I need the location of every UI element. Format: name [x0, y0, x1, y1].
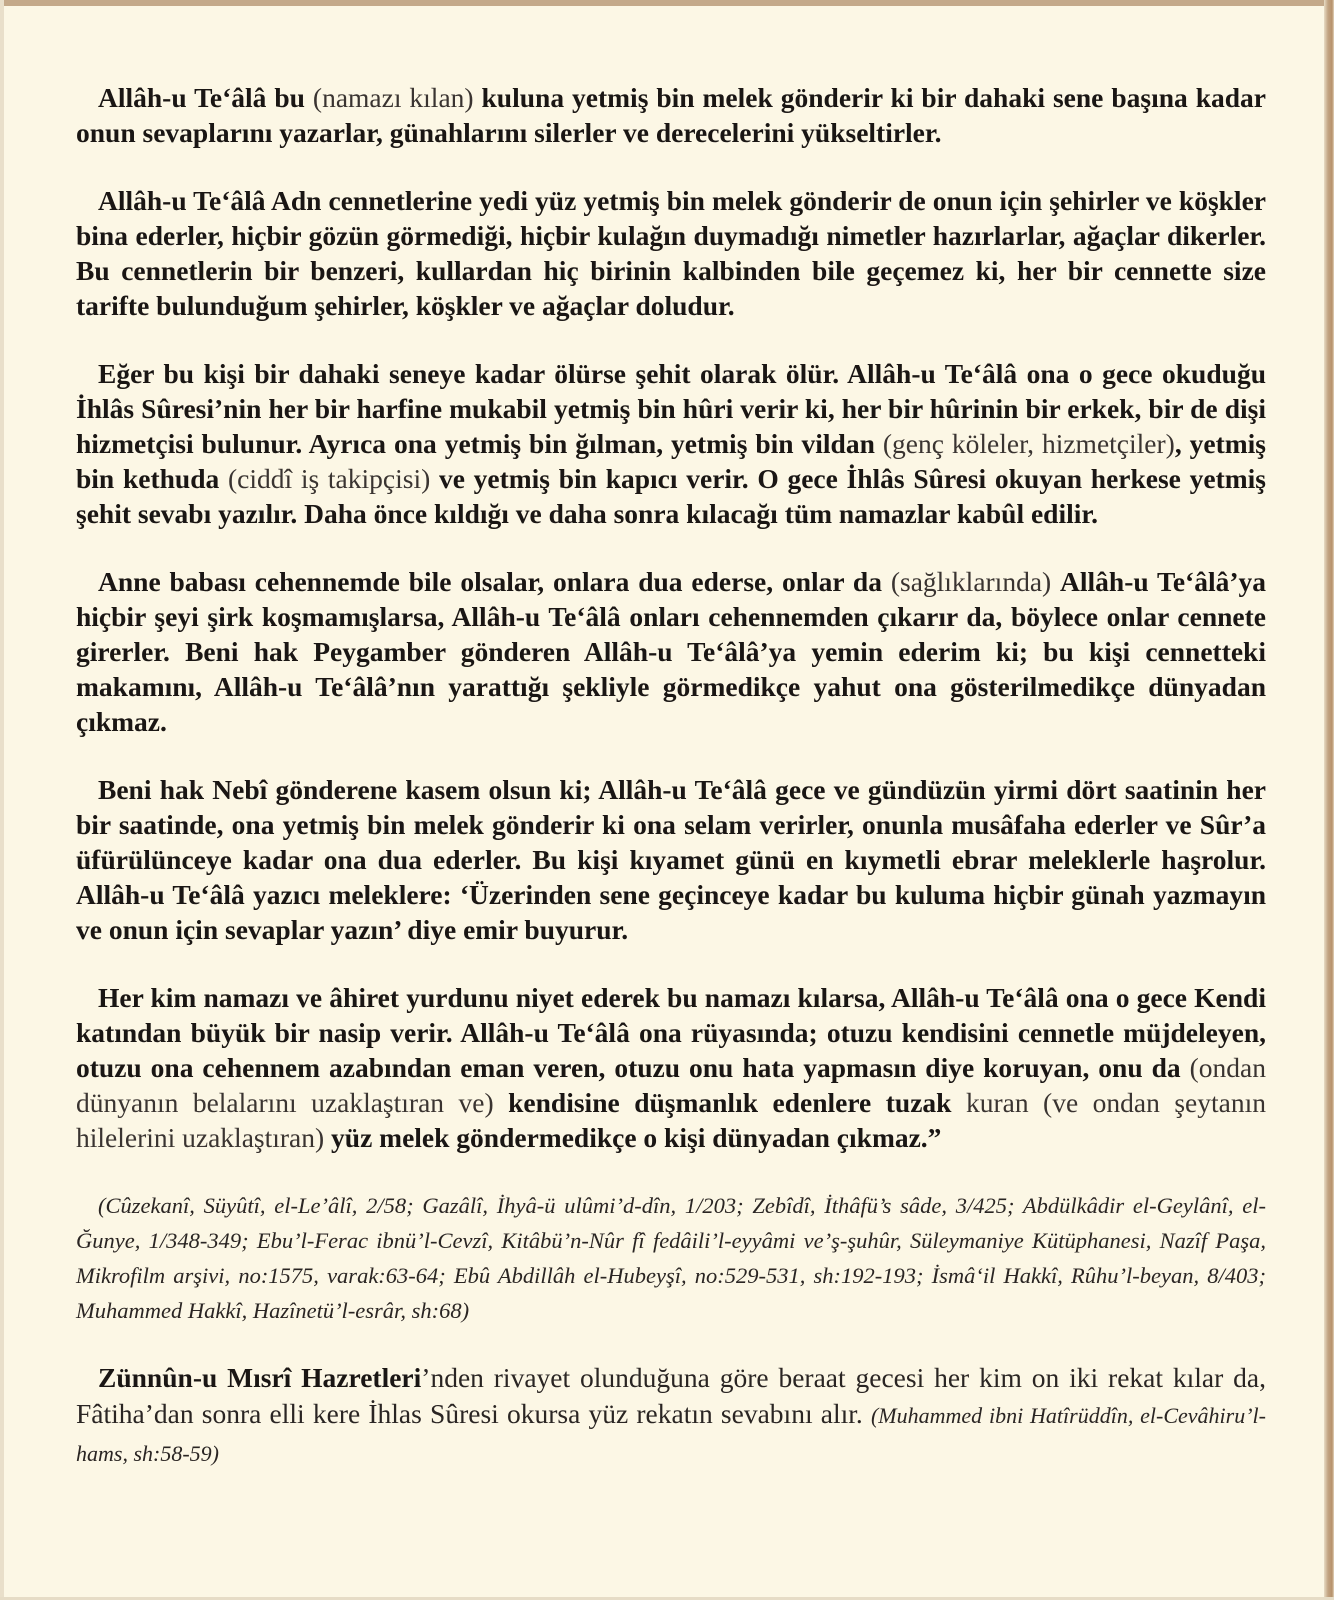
paragraph-6: [76, 980, 1266, 1155]
paragraph-2: [76, 183, 1266, 323]
text-bold: Allâh-u Te‘âlâ bu: [98, 82, 313, 113]
text-bold: Her kim namazı ve âhiret yurdunu niyet ederek bu namazı kılarsa, Allâh-u Te‘âlâ ona o gece Kendi katından büyük bir nasip verir. Allâh-u Te‘âlâ ona rüyasında; otuzu kendisini cennetle müjdeleyen, otuzu ona cehennem azabından eman veren, otuzu onu hata yapmasın diye koruyan, onu da: [76, 982, 1266, 1083]
text-normal: kuran (ve ondan şeytanın hilelerini uzaklaştıran): [76, 1087, 1267, 1153]
text-normal: (genç köleler, hizmetçiler): [882, 428, 1175, 459]
text-normal: (namazı kılan): [312, 82, 482, 113]
text-bold: Anne babası cehennemde bile olsalar, onlara dua ederse, onlar da: [98, 566, 891, 597]
paragraph-5: [76, 772, 1266, 947]
text-bold: kendisine düşmanlık edenlere tuzak: [508, 1087, 966, 1118]
text-bold: kuluna yetmiş bin melek gönderir ki bir dahaki sene başına kadar onun sevaplarını yazarlar, günahlarını silerler ve derecelerini yükseltirler.: [76, 82, 1267, 148]
final-reference: (Muhammed ibni Hatîrüddîn, el-Cevâhiru’l-hams, sh:58-59): [76, 1403, 1266, 1466]
text-bold: Eğer bu kişi bir dahaki seneye kadar ölürse şehit olarak ölür. Allâh-u Te‘âlâ ona o gece okuduğu İhlâs Sûresi’nin her bir harfine mukabil yetmiş bin hûri verir ki, her bir hûrinin bir erkek, bir de dişi hizmetçisi bulunur. Ayrıca ona yetmiş bin ğılman, yetmiş bin vildan: [76, 358, 1266, 459]
text-normal: (ciddî iş takipçisi): [227, 463, 439, 494]
paragraph-4: [76, 564, 1266, 739]
text-normal: (ondan dünyanın belalarını uzaklaştıran ve): [76, 1052, 1266, 1118]
text-bold: yüz melek göndermedikçe o kişi dünyadan çıkmaz.”: [331, 1122, 942, 1153]
paragraph-1: [76, 80, 1266, 150]
text-bold: Allâh-u Te‘âlâ’ya hiçbir şeyi şirk koşmamışlarsa, Allâh-u Te‘âlâ onları cehennemden çıkarır da, böylece onlar cennete girerler. Beni hak Peygamber gönderen Allâh-u Te‘âlâ’ya yemin ederim ki; bu kişi cennetteki makamını, Allâh-u Te‘âlâ’nın yarattığı şekliyle görmedikçe yahut ona gösterilmedikçe dünyadan çıkmaz.: [76, 566, 1266, 737]
narrator-name: Zünnûn-u Mısrî Hazretleri: [98, 1362, 422, 1393]
text-bold: ve yetmiş bin kapıcı verir. O gece İhlâs Sûresi okuyan herkese yetmiş şehit sevabı yazılır. Daha önce kıldığı ve daha sonra kılacağı tüm namazlar kabûl edilir.: [76, 463, 1266, 529]
final-paragraph: [76, 1360, 1266, 1472]
paragraph-3: [76, 356, 1266, 531]
source-citations: (Cûzekanî, Süyûtî, el-Le’âlî, 2/58; Gazâlî, İhyâ-ü ulûmi’d-dîn, 1/203; Zebîdî, İthâfü’s sâde, 3/425; Abdülkâdir el-Geylânî, el-Ğunye, 1/348-349; Ebu’l-Ferac ibnü’l-Cevzî, Kitâbü’n-Nûr fî fedâili’l-eyyâmi ve’ş-şuhûr, Süleymaniye Kütüphanesi, Nazîf Paşa, Mikrofilm arşivi, no:1575, varak:63-64; Ebû Abdillâh el-Hubeyşî, no:529-531, sh:192-193; İsmâ‘il Hakkî, Rûhu’l-beyan, 8/403; Muhammed Hakkî, Hazînetü’l-esrâr, sh:68): [76, 1193, 1266, 1323]
page-edge-right: [1324, 0, 1334, 1600]
page-edge-left: [0, 0, 4, 1600]
page-content: [76, 80, 1266, 1472]
text-bold: , yetmiş bin kethuda: [76, 428, 1267, 494]
text-normal: (sağlıklarında): [890, 566, 1061, 597]
text-bold: Allâh-u Te‘âlâ Adn cennetlerine yedi yüz yetmiş bin melek gönderir de onun için şehirler ve köşkler bina ederler, hiçbir gözün görmediği, hiçbir kulağın duymadığı nimetler hazırlarlar, ağaçlar dikerler. Bu cennetlerin bir benzeri, kullardan hiç birinin kalbinden bile geçemez ki, her bir cennette size tarifte bulunduğum şehirler, köşkler ve ağaçlar doludur.: [76, 185, 1266, 321]
page-edge-top: [0, 0, 1334, 6]
final-text: ’nden rivayet olunduğuna göre beraat gecesi her kim on iki rekat kılar da, Fâtiha’dan sonra elli kere İhlas Sûresi okursa yüz rekatın sevabını alır.: [76, 1362, 1266, 1429]
text-bold: Beni hak Nebî gönderene kasem olsun ki; Allâh-u Te‘âlâ gece ve gündüzün yirmi dört saatinin her bir saatinde, ona yetmiş bin melek gönderir ki ona selam verirler, onunla musâfaha ederler ve Sûr’a üfürülünceye kadar ona dua ederler. Bu kişi kıyamet günü en kıymetli ebrar meleklerle haşrolur. Allâh-u Te‘âlâ yazıcı meleklere: ‘Üzerinden sene geçinceye kadar bu kuluma hiçbir günah yazmayın ve onun için sevaplar yazın’ diye emir buyurur.: [76, 774, 1266, 945]
